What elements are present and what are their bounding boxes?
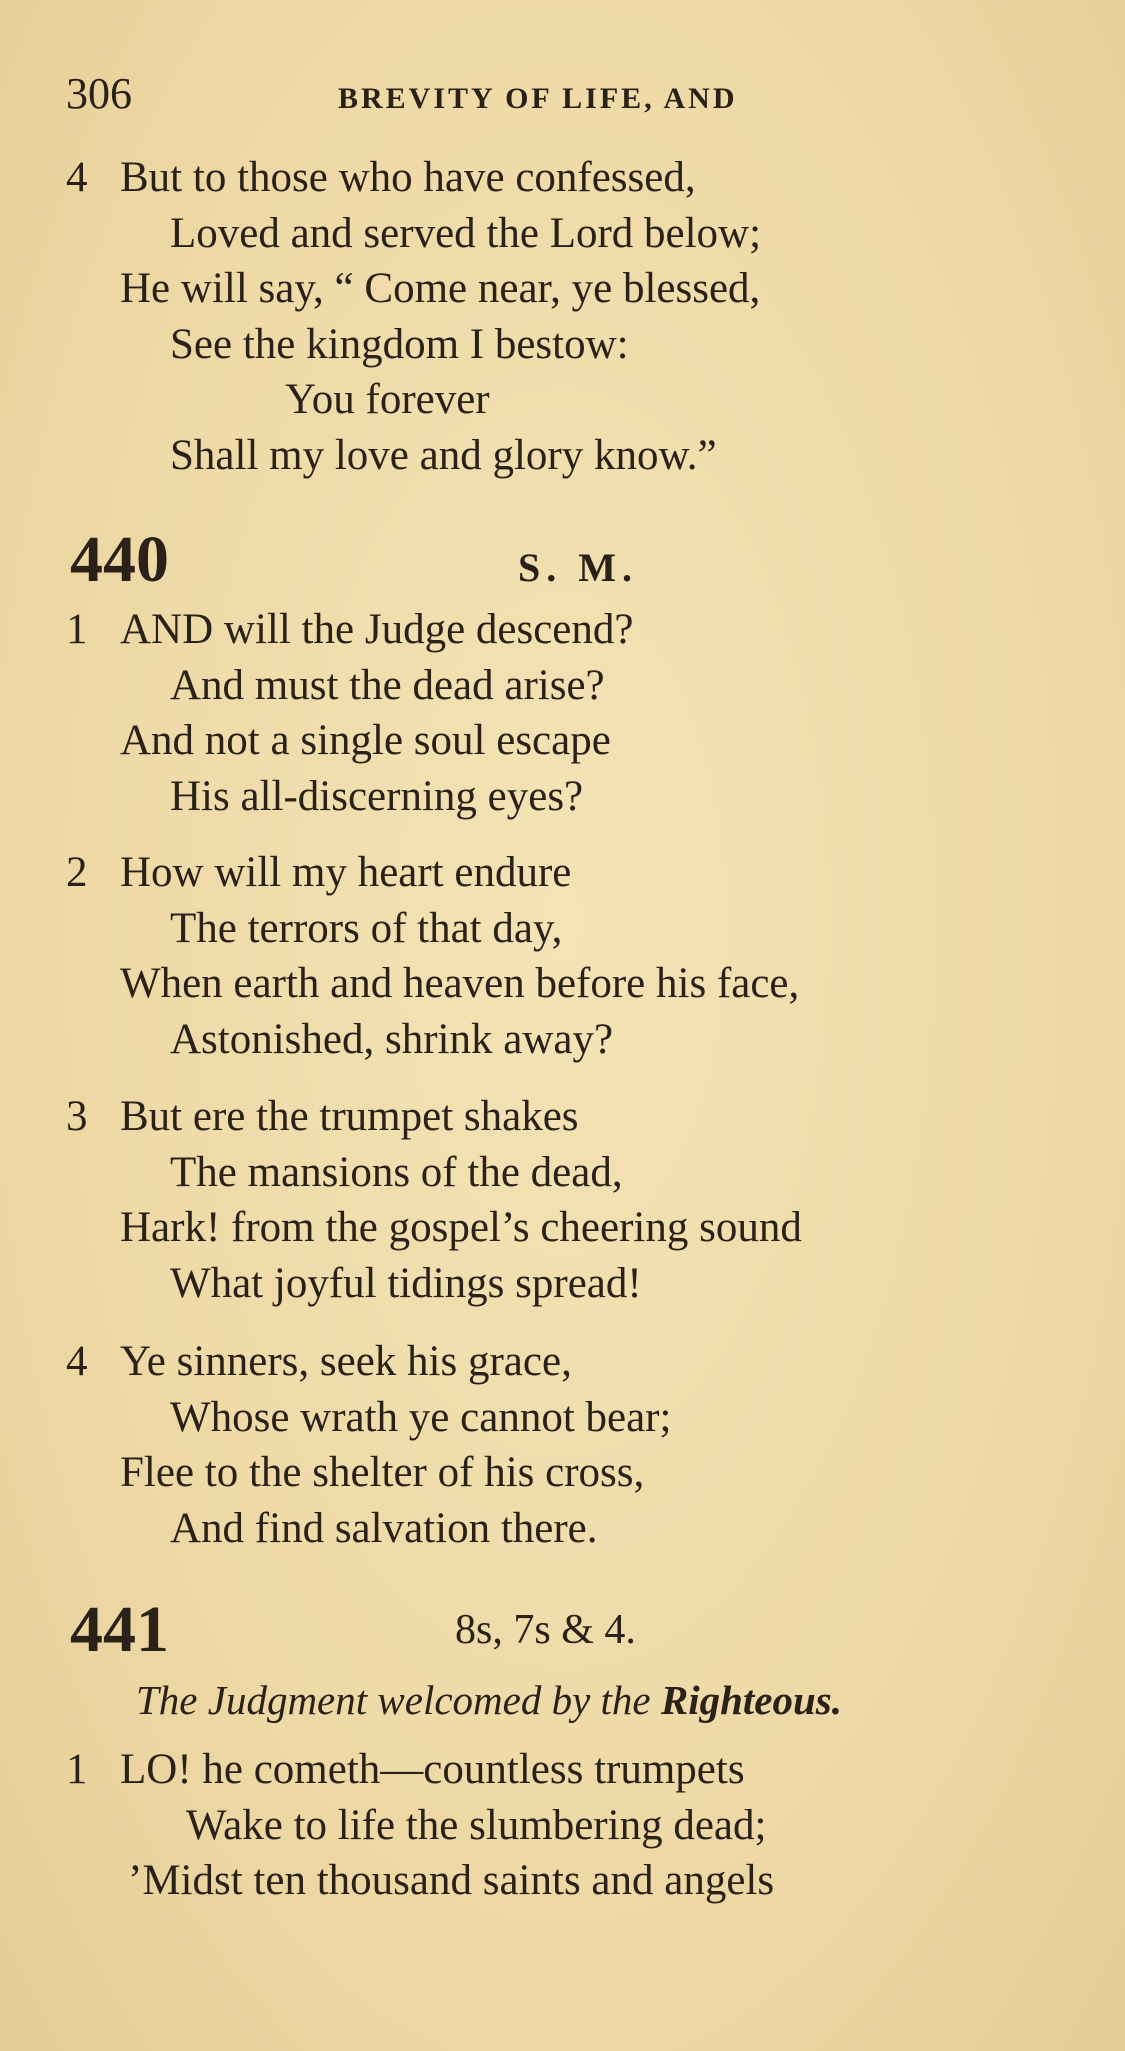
stanza-line: LO! he cometh—countless trumpets bbox=[120, 1746, 745, 1793]
stanza-line: See the kingdom I bestow: bbox=[170, 320, 629, 368]
stanza-440-1 bbox=[0, 602, 633, 824]
stanza-441-1 bbox=[0, 1742, 774, 1909]
stanza-line: But ere the trumpet shakes bbox=[120, 1093, 579, 1140]
hymn-subtitle bbox=[136, 1677, 843, 1723]
stanza-number: 1 bbox=[66, 606, 88, 653]
stanza-line: Astonished, shrink away? bbox=[170, 1015, 614, 1063]
hymn-meter: S. M. bbox=[518, 545, 638, 590]
hymn-subtitle-text: The Judgment welcomed by the bbox=[136, 1677, 651, 1723]
stanza-line: Wake to life the slumbering dead; bbox=[186, 1801, 767, 1849]
stanza-line: The terrors of that day, bbox=[170, 904, 563, 952]
stanza-line: Loved and served the Lord below; bbox=[170, 209, 762, 257]
stanza-line: You forever bbox=[285, 376, 490, 423]
stanza-line: Shall my love and glory know.” bbox=[170, 431, 717, 479]
stanza-number: 4 bbox=[66, 154, 88, 201]
page-number: 306 bbox=[66, 69, 132, 118]
running-title: BREVITY OF LIFE, AND bbox=[338, 82, 738, 115]
stanza-line: ’Midst ten thousand saints and angels bbox=[128, 1857, 775, 1904]
stanza-line: He will say, “ Come near, ye blessed, bbox=[120, 265, 761, 312]
stanza-line: How will my heart endure bbox=[120, 849, 572, 896]
stanza-line: Whose wrath ye cannot bear; bbox=[170, 1393, 672, 1441]
stanza-number: 2 bbox=[66, 849, 88, 896]
stanza-line: The mansions of the dead, bbox=[170, 1148, 623, 1196]
stanza-line: And not a single soul escape bbox=[120, 717, 611, 764]
hymn-number: 441 bbox=[70, 1593, 169, 1666]
stanza-440-2 bbox=[0, 845, 799, 1067]
hymn-number: 440 bbox=[70, 523, 169, 596]
stanza-line: And find salvation there. bbox=[170, 1504, 598, 1552]
stanza-line: And must the dead arise? bbox=[170, 661, 605, 709]
stanza-line: But to those who have confessed, bbox=[120, 154, 696, 201]
stanza-number: 1 bbox=[66, 1746, 88, 1793]
stanza-440-4 bbox=[0, 1334, 671, 1556]
stanza-line: AND will the Judge descend? bbox=[120, 606, 634, 653]
stanza-number: 4 bbox=[66, 1338, 88, 1385]
stanza-line: His all-discerning eyes? bbox=[170, 772, 584, 820]
stanza-line: What joyful tidings spread! bbox=[170, 1259, 642, 1307]
stanza-line: Hark! from the gospel’s cheering sound bbox=[120, 1204, 802, 1251]
hymn-subtitle-emphasis: Righteous. bbox=[660, 1677, 843, 1723]
stanza-440-3 bbox=[0, 1089, 802, 1311]
hymn-meter: 8s, 7s & 4. bbox=[455, 1607, 636, 1653]
stanza-prev-4 bbox=[0, 150, 761, 483]
stanza-line: Flee to the shelter of his cross, bbox=[120, 1449, 645, 1496]
stanza-number: 3 bbox=[66, 1093, 88, 1140]
stanza-line: Ye sinners, seek his grace, bbox=[120, 1338, 572, 1385]
stanza-line: When earth and heaven before his face, bbox=[120, 960, 800, 1007]
